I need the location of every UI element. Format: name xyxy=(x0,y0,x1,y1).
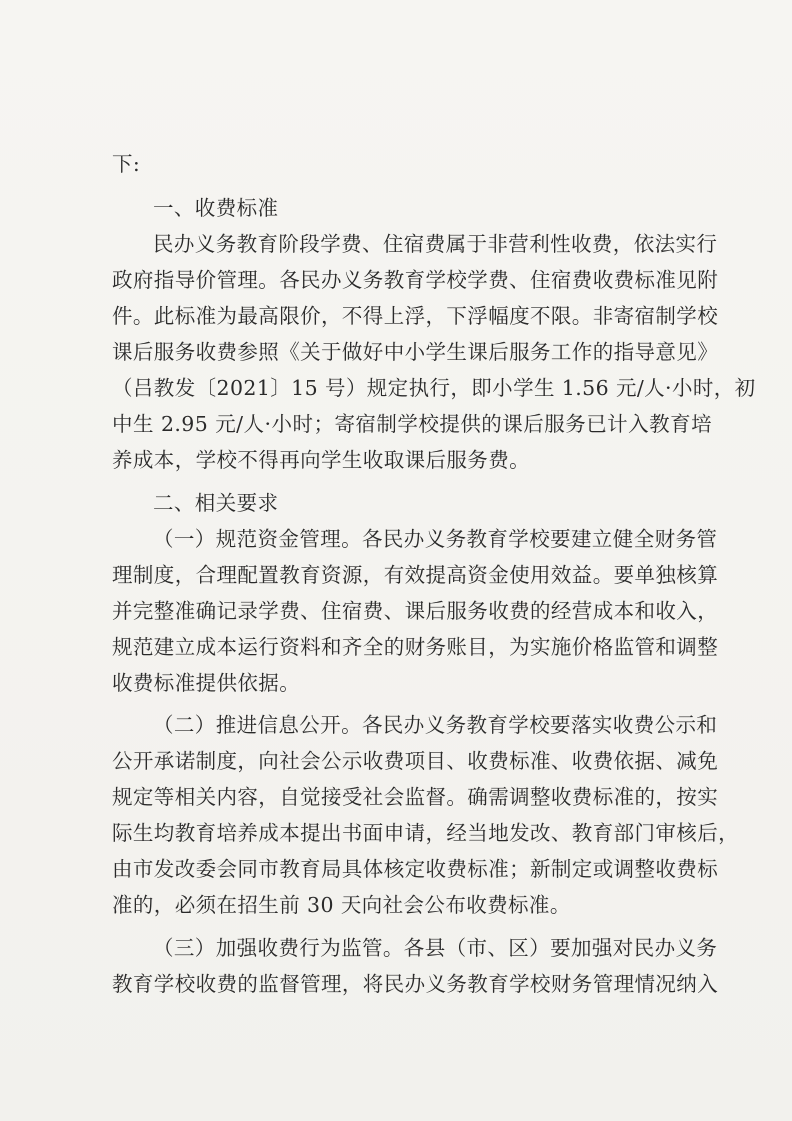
paragraph-line: 民办义务教育阶段学费、住宿费属于非营利性收费，依法实行 xyxy=(153,232,718,256)
paragraph-line: 养成本，学校不得再向学生收取课后服务费。 xyxy=(112,448,530,472)
paragraph-line: 政府指导价管理。各民办义务教育学校学费、住宿费收费标准见附 xyxy=(112,268,719,292)
text-line: 下: xyxy=(112,152,141,176)
paragraph-line: 准的，必须在招生前 30 天向社会公布收费标准。 xyxy=(112,893,571,917)
paragraph-line: 规定等相关内容，自觉接受社会监督。确需调整收费标准的，按实 xyxy=(112,785,719,809)
paragraph-line: 课后服务收费参照《关于做好中小学生课后服务工作的指导意见》 xyxy=(112,340,719,364)
paragraph-line: 际生均教育培养成本提出书面申请，经当地发改、教育部门审核后， xyxy=(112,821,739,845)
paragraph-line: 件。此标准为最高限价，不得上浮，下浮幅度不限。非寄宿制学校 xyxy=(112,304,719,328)
paragraph-line: 并完整准确记录学费、住宿费、课后服务收费的经营成本和收入， xyxy=(112,599,719,623)
paragraph-line: （二）推进信息公开。各民办义务教育学校要落实收费公示和 xyxy=(153,713,718,737)
paragraph-line: 中生 2.95 元/人·小时；寄宿制学校提供的课后服务已计入教育培 xyxy=(112,412,712,436)
paragraph-line: 由市发改委会同市教育局具体核定收费标准；新制定或调整收费标 xyxy=(112,857,719,881)
paragraph-line: 规范建立成本运行资料和齐全的财务账目，为实施价格监管和调整 xyxy=(112,635,719,659)
paragraph-line: 收费标准提供依据。 xyxy=(112,671,301,695)
paragraph-line: （一）规范资金管理。各民办义务教育学校要建立健全财务管 xyxy=(153,527,718,551)
paragraph-line: 教育学校收费的监督管理，将民办义务教育学校财务管理情况纳入 xyxy=(112,972,719,996)
paragraph-line: （三）加强收费行为监管。各县（市、区）要加强对民办义务 xyxy=(153,936,718,960)
section-heading: 二、相关要求 xyxy=(153,491,279,515)
section-heading: 一、收费标准 xyxy=(153,196,279,220)
paragraph-line: 公开承诺制度，向社会公示收费项目、收费标准、收费依据、减免 xyxy=(112,749,719,773)
paragraph-line: 理制度，合理配置教育资源，有效提高资金使用效益。要单独核算 xyxy=(112,563,719,587)
paragraph-line: （吕教发〔2021〕15 号）规定执行，即小学生 1.56 元/人·小时，初 xyxy=(112,376,756,400)
